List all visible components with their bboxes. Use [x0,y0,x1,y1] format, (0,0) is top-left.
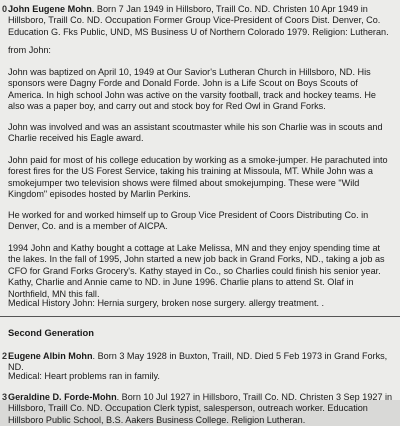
paragraph-coors: He worked for and worked himself up to Group Vice President of Coors Distributing Co. in Denver, Co. and is a member of AICPA. [8,210,369,232]
paragraph-smokejumper: John paid for most of his college education by working as a smoke-jumper. He parachuted into forest fires for the US Forest Service, taking his training at Missoula, MT. While John was a smokejumper two television shows were filmed about smokejumping. These were "Wild Kingdom" episodes hosted by Marlin Perkins. [8,155,388,200]
person-name: Geraldine D. Forde-Mohn [8,392,117,402]
entry-text: . Born 10 Jul 1927 in Hillsboro, Traill Co. ND. Christen 3 Sep 1927 in Hillsboro, Traill Co. ND. Occupation Clerk typist, salesperson, outreach worker. Education Hillsboro Public School, B.S. Aakers Business College. Religion Lutheran. [8,392,393,425]
entry-number: 3 [1,392,7,402]
entry-number: 0 [1,4,7,14]
entry-number: 2 [1,351,7,361]
from-john-label: from John: [8,45,51,55]
entry-geraldine-forde-mohn [8,392,394,426]
person-name: John Eugene Mohn [8,4,92,14]
medical-note: Medical: Heart problems ran in family. [8,371,160,381]
section-heading: Second Generation [8,327,94,338]
entry-text: . Born 3 May 1928 in Buxton, Traill, ND. Died 5 Feb 1973 in Grand Forks, ND. [8,351,388,373]
paragraph-scoutmaster: John was involved and was an assistant scoutmaster while his son Charlie was in scouts and Charlie received his Eagle award. [8,122,383,144]
entry-john-eugene-mohn [8,4,394,38]
paragraph-lake-melissa: 1994 John and Kathy bought a cottage at Lake Melissa, MN and they enjoy spending time at the lakes. In the fall of 1995, John started a new job back in Grand Forks, ND., taking a job as CFO for Grand Forks Grocery's. Kathy stayed in Co., so Charlies could finish his senior year. Kathy, Charlie and Annie came to ND. in June 1996. Charlie plans to attend St. Olaf in Northfield, MN this fall. [8,243,385,299]
paragraph-medical-history: Medical History John: Hernia surgery, broken nose surgery. allergy treatment. . [8,298,325,308]
paragraph-baptism: John was baptized on April 10, 1949 at Our Savior's Lutheran Church in Hillsboro, ND. His sponsors were Dagny Forde and Donald Forde. John is a Life Scout on Boys Scouts of America. In high school John was active on the varsity football, track and hockey teams. He also was a paper boy, and carry out and stock boy for Red Owl in Grand Forks. [8,67,376,112]
entry-text: . Born 7 Jan 1949 in Hillsboro, Traill Co. ND. Christen 10 Apr 1949 in Hillsboro, Traill Co. ND. Occupation Former Group Vice-President of Coors Dist. Denver, Co. Education G. Fks Public, UND, MS Business U of Northern Colorado 1979. Religion: Lutheran. [8,4,389,37]
person-name: Eugene Albin Mohn [8,351,93,361]
section-divider [0,316,400,317]
